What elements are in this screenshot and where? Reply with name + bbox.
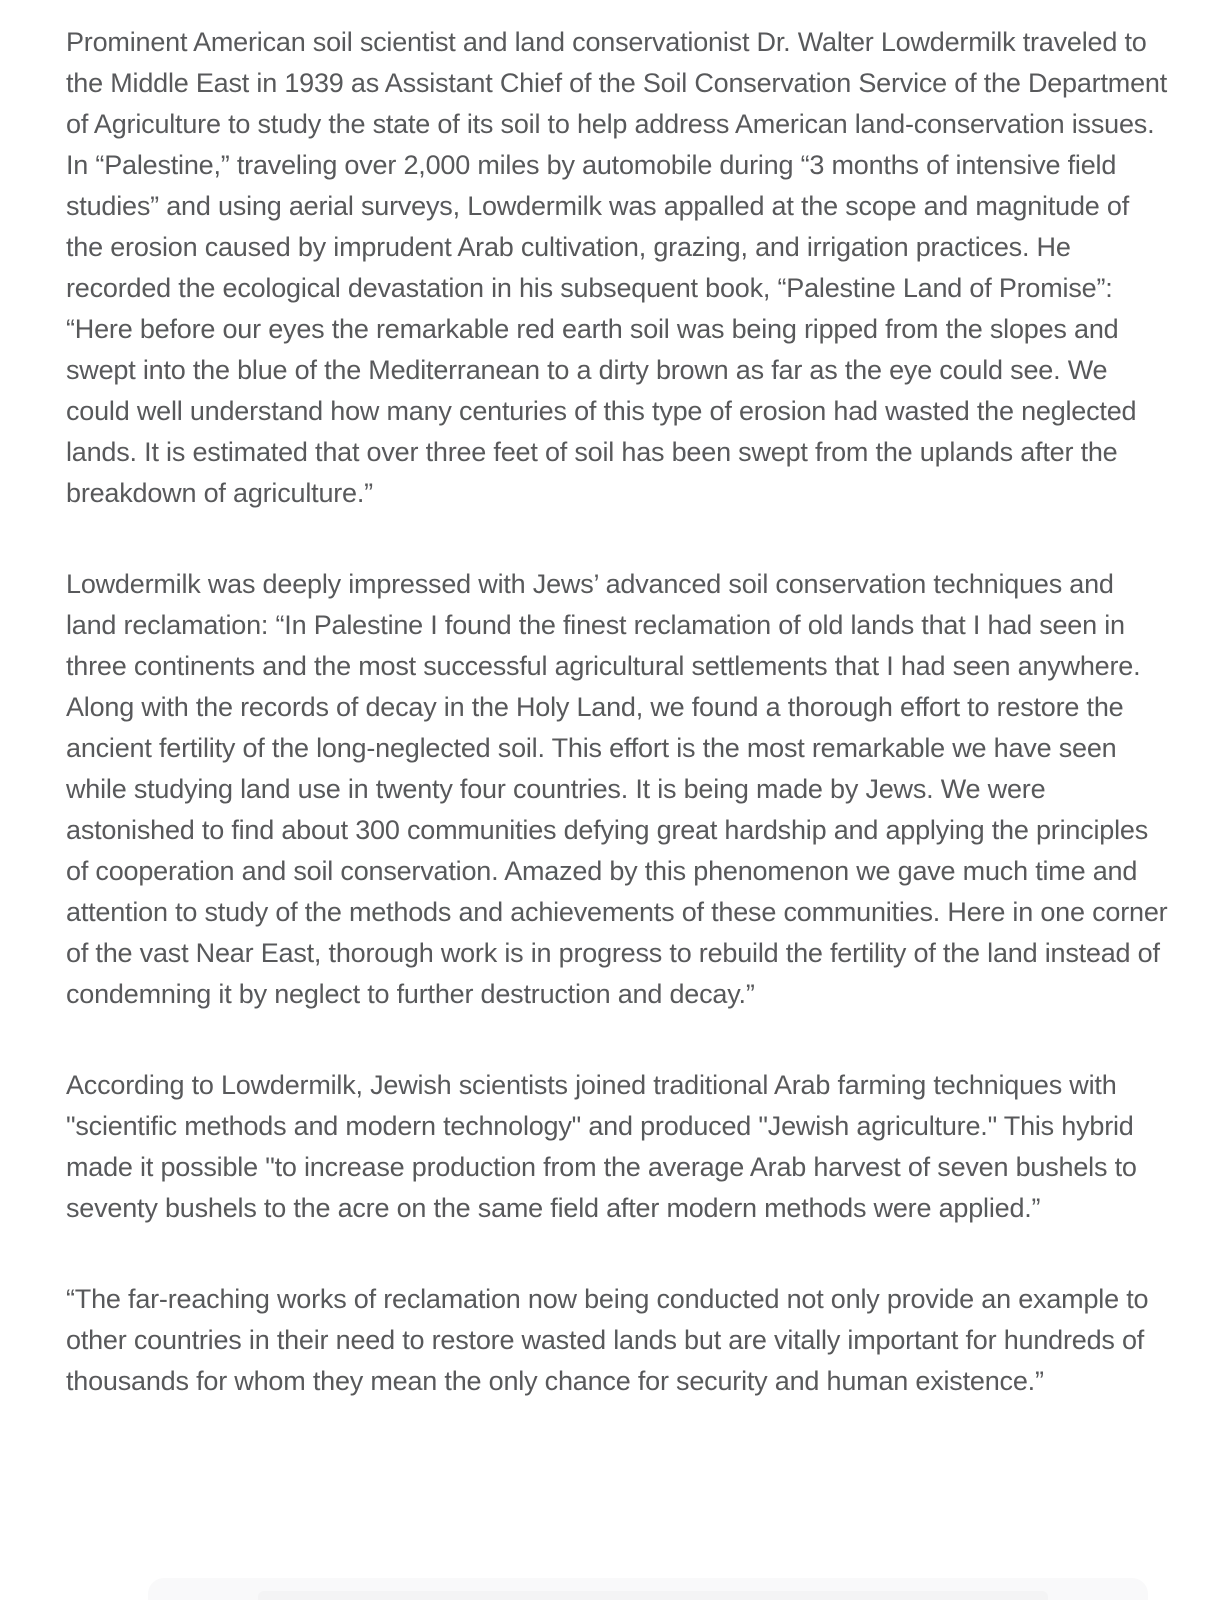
partial-next-block-edge	[148, 1578, 1148, 1600]
paragraph-reclamation-quote: “The far-reaching works of reclamation now being conducted not only provide an example to other countries in their need to restore wasted lands but are vitally important for hundreds of thousands for whom they mean the only chance for security and human existence.”	[66, 1284, 1149, 1396]
partial-next-block-inner-edge	[258, 1591, 1048, 1600]
article-body	[66, 22, 1168, 1402]
paragraph-lowdermilk-impressed: Lowdermilk was deeply impressed with Jews’ advanced soil conservation techniques and land reclamation: “In Palestine I found the finest reclamation of old lands that I had seen in three continents and the most successful agricultural settlements that I had seen anywhere. Along with the records of decay in the Holy Land, we found a thorough effort to restore the ancient fertility of the long-neglected soil. This effort is the most remarkable we have seen while studying land use in twenty four countries. It is being made by Jews. We were astonished to find about 300 communities defying great hardship and applying the principles of cooperation and soil conservation. Amazed by this phenomenon we gave much time and attention to study of the methods and achievements of these communities. Here in one corner of the vast Near East, thorough work is in progress to rebuild the fertility of the land instead of condemning it by neglect to further destruction and decay.”	[66, 569, 1168, 1009]
paragraph-lowdermilk-intro: Prominent American soil scientist and land conservationist Dr. Walter Lowdermilk traveled to the Middle East in 1939 as Assistant Chief of the Soil Conservation Service of the Department of Agriculture to study the state of its soil to help address American land-conservation issues. In “Palestine,” traveling over 2,000 miles by automobile during “3 months of intensive field studies” and using aerial surveys, Lowdermilk was appalled at the scope and magnitude of the erosion caused by imprudent Arab cultivation, grazing, and irrigation practices. He recorded the ecological devastation in his subsequent book, “Palestine Land of Promise”: “Here before our eyes the remarkable red earth soil was being ripped from the slopes and swept into the blue of the Mediterranean to a dirty brown as far as the eye could see. We could well understand how many centuries of this type of erosion had wasted the neglected lands. It is estimated that over three feet of soil has been swept from the uplands after the breakdown of agriculture.”	[66, 27, 1168, 508]
paragraph-jewish-agriculture: According to Lowdermilk, Jewish scientists joined traditional Arab farming techniques with "scientific methods and modern technology" and produced "Jewish agriculture." This hybrid made it possible "to increase production from the average Arab harvest of seven bushels to seventy bushels to the acre on the same field after modern methods were applied.”	[66, 1070, 1137, 1223]
